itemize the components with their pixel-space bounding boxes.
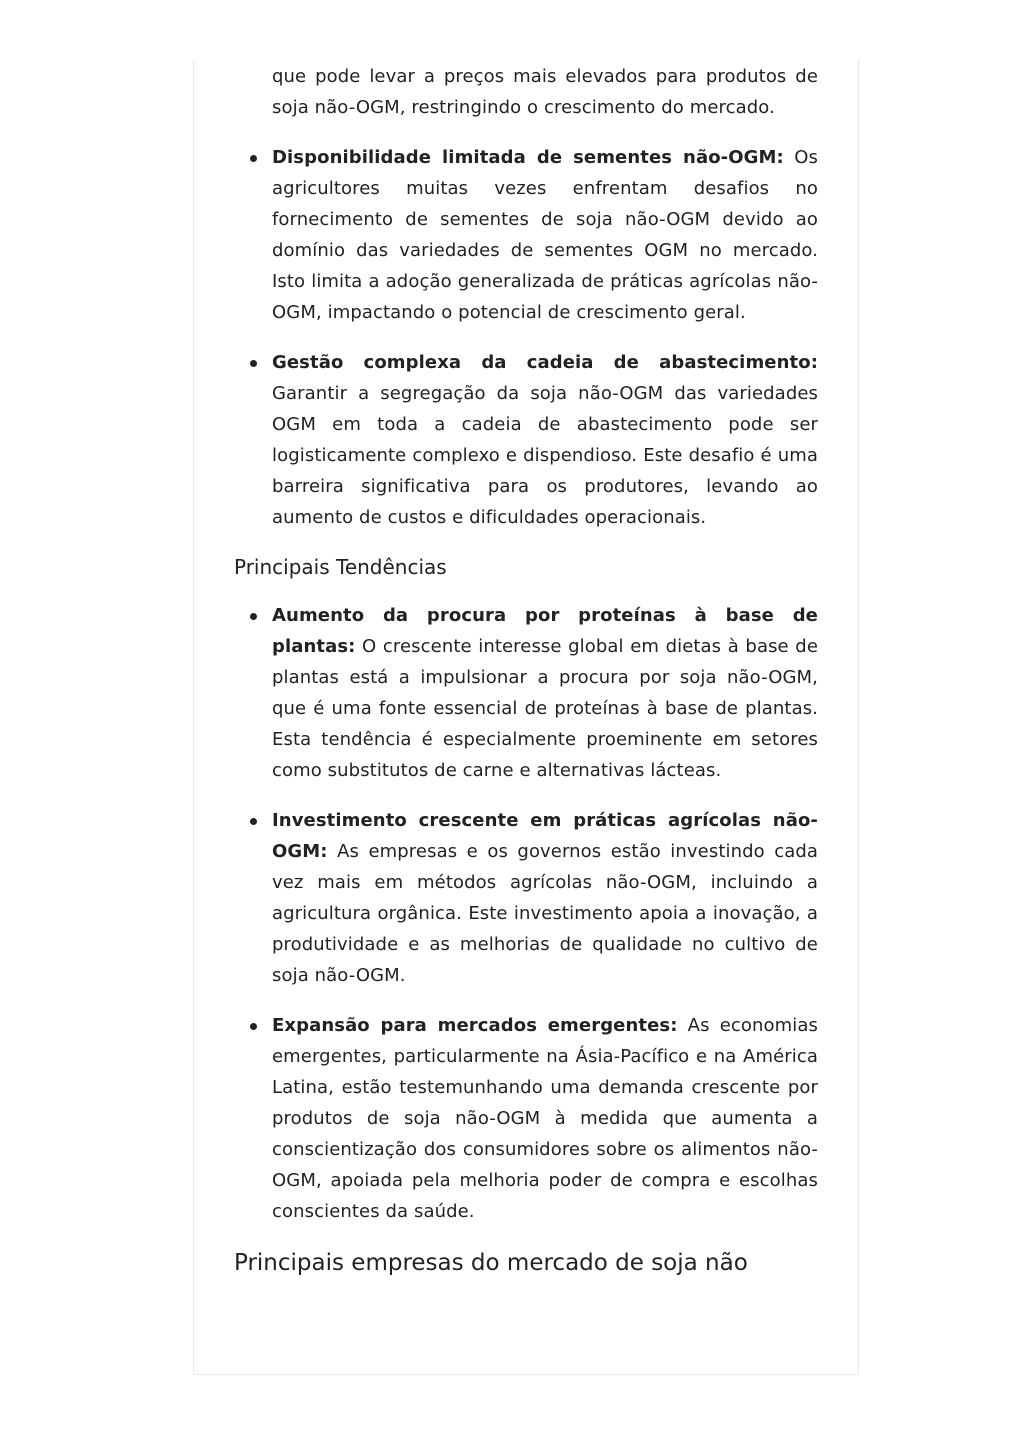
bullet-icon bbox=[250, 1023, 257, 1030]
section-heading-trends: Principais Tendências bbox=[234, 555, 447, 579]
section-heading-companies: Principais empresas do mercado de soja não bbox=[234, 1250, 748, 1276]
list-item-text: Garantir a segregação da soja não-OGM das variedades OGM em toda a cadeia de abastecimento pode ser logisticamente complexo e dispendioso. Este desafio é uma barreira significativa para os produtores, levando ao aumento de custos e dificuldades operacionais. bbox=[272, 383, 818, 528]
list-item-title: Aumento da procura por proteínas à base de plantas: bbox=[272, 605, 818, 657]
trends-list bbox=[234, 600, 818, 1227]
list-item-title: Expansão para mercados emergentes: bbox=[272, 1015, 678, 1036]
list-item-text: Os agricultores muitas vezes enfrentam desafios no fornecimento de sementes de soja não-OGM devido ao domínio das variedades de sementes OGM no mercado. Isto limita a adoção generalizada de práticas agrícolas não-OGM, impactando o potencial de crescimento geral. bbox=[272, 147, 818, 323]
list-item bbox=[234, 328, 818, 533]
list-item-title: Disponibilidade limitada de sementes não-OGM: bbox=[272, 147, 784, 168]
list-item-text: que pode levar a preços mais elevados para produtos de soja não-OGM, restringindo o crescimento do mercado. bbox=[272, 66, 818, 118]
bullet-icon bbox=[250, 818, 257, 825]
list-item bbox=[234, 786, 818, 991]
list-item bbox=[234, 61, 818, 123]
list-item-text: As empresas e os governos estão investindo cada vez mais em métodos agrícolas não-OGM, incluindo a agricultura orgânica. Este investimento apoia a inovação, a produtividade e as melhorias de qualidade no cultivo de soja não-OGM. bbox=[272, 841, 818, 986]
bullet-icon bbox=[250, 613, 257, 620]
challenges-list bbox=[234, 61, 818, 533]
list-item bbox=[234, 600, 818, 786]
bullet-icon bbox=[250, 360, 257, 367]
list-item-text: O crescente interesse global em dietas à base de plantas está a impulsionar a procura por soja não-OGM, que é uma fonte essencial de proteínas à base de plantas. Esta tendência é especialmente proeminente em setores como substitutos de carne e alternativas lácteas. bbox=[272, 636, 818, 781]
list-item bbox=[234, 123, 818, 328]
list-item bbox=[234, 991, 818, 1227]
list-item-title: Gestão complexa da cadeia de abastecimento: bbox=[272, 352, 818, 373]
list-item-text: As economias emergentes, particularmente na Ásia-Pacífico e na América Latina, estão testemunhando uma demanda crescente por produtos de soja não-OGM à medida que aumenta a conscientização dos consumidores sobre os alimentos não-OGM, apoiada pela melhoria poder de compra e escolhas conscientes da saúde. bbox=[272, 1015, 818, 1222]
list-item-title: Investimento crescente em práticas agrícolas não-OGM: bbox=[272, 810, 818, 862]
article-content bbox=[234, 60, 818, 1278]
bullet-icon bbox=[250, 155, 257, 162]
